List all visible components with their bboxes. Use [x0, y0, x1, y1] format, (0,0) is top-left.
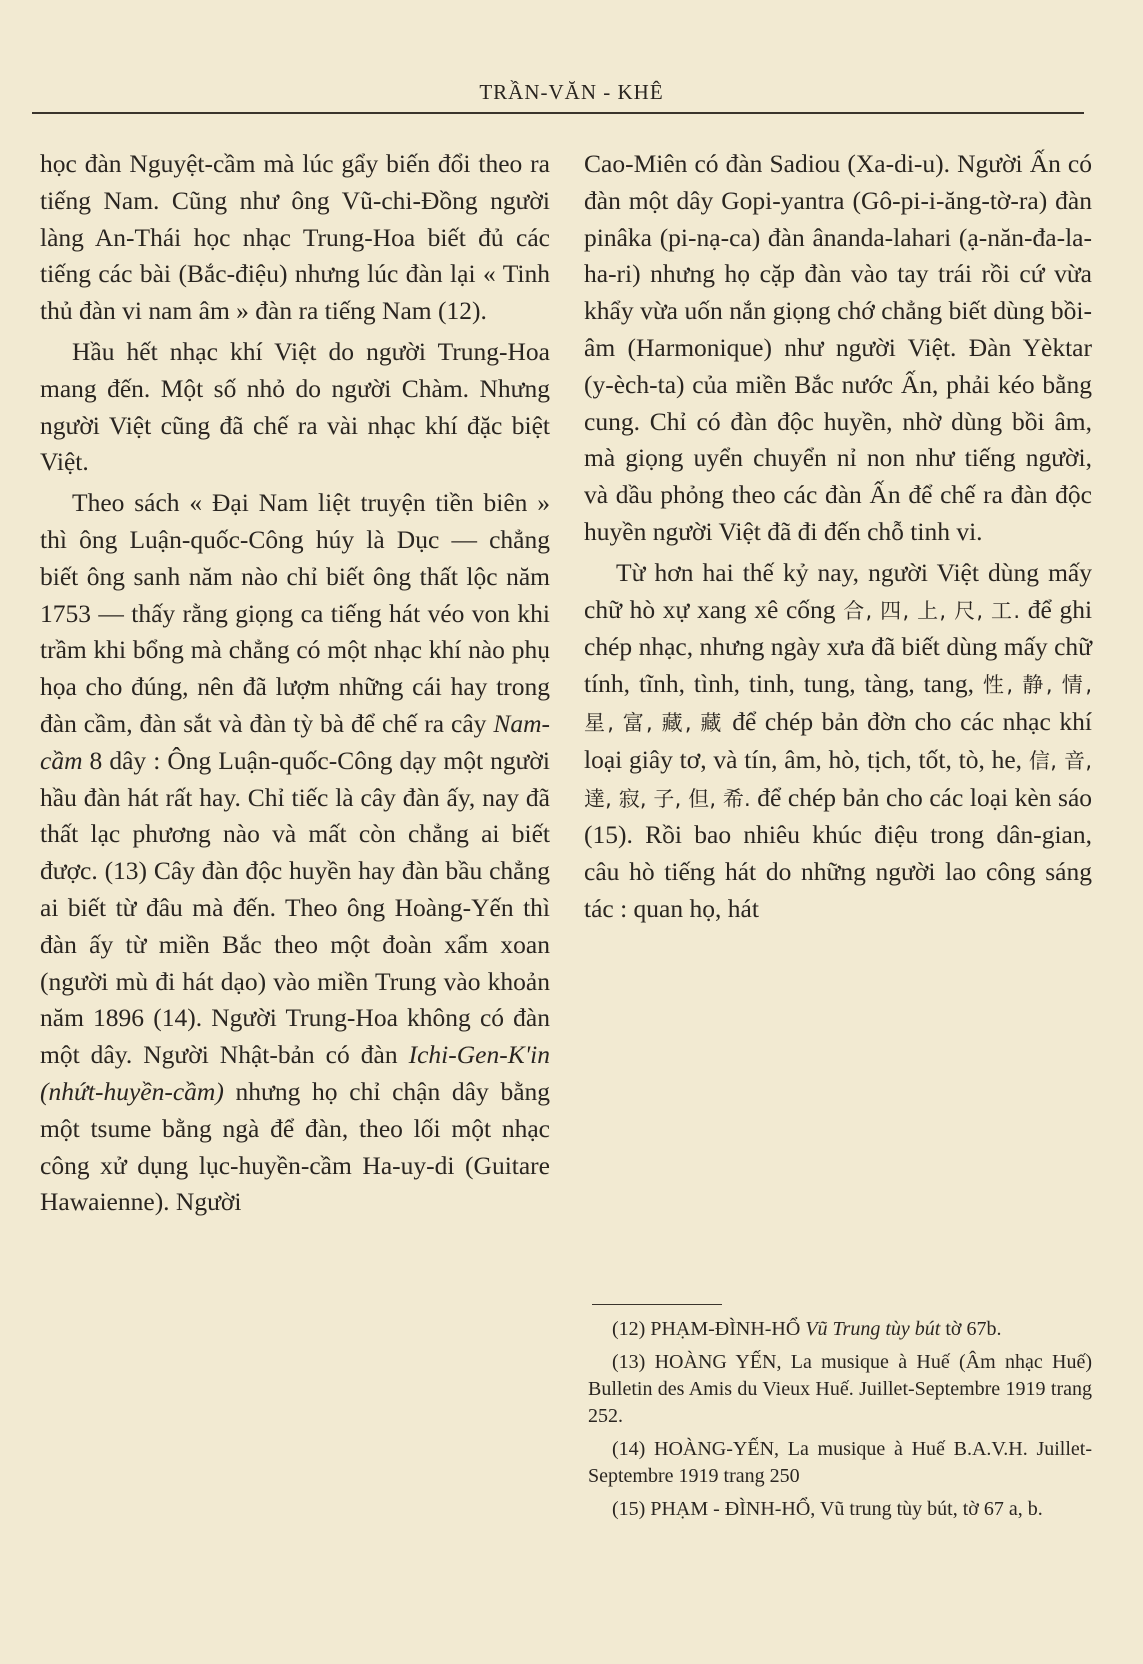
text-run: nhưng họ chỉ chận dây bằng một tsume bằng ngà để đàn, theo lối một nhạc công xử dụng lục-huyền-cầm Ha-uy-di (Guitare Hawaienne). Người: [40, 1076, 551, 1217]
footnote-rule: [592, 1304, 722, 1305]
paragraph: học đàn Nguyệt-cầm mà lúc gẩy biến đổi theo ra tiếng Nam. Cũng như ông Vũ-chi-Đồng người làng An-Thái học nhạc Trung-Hoa biết đủ các tiếng các bài (Bắc-điệu) nhưng lúc đàn lại « Tinh thủ đàn vi nam âm » đàn ra tiếng Nam (12).: [40, 149, 550, 326]
footnote-text: tờ 67b.: [945, 1318, 1002, 1340]
paragraph: Cao-Miên có đàn Sadiou (Xa-di-u). Người Ấn có đàn một dây Gopi-yantra (Gô-pi-i-ăng-tờ-ra) đàn pinâka (pi-nạ-ca) đàn ânanda-lahari (ạ-năn-đa-la-ha-ri) nhưng họ cặp đàn vào tay trái rồi cứ vừa khẩy vừa uốn nắn giọng chớ chẳng biết dùng bồi-âm (Harmonique) như người Việt. Đàn Yèktar (y-èch-ta) của miền Bắc nước Ấn, phải kéo bằng cung. Chỉ có đàn độc huyền, nhờ dùng bồi âm, mà giọng uyển chuyển nỉ non như tiếng người, và dầu phỏng theo các đàn Ấn để chế ra đàn độc huyền người Việt đã đi đến chỗ tinh vi.: [584, 149, 1092, 546]
footnote-13: (13) HOÀNG YẾN, La musique à Huế (Âm nhạc Huế) Bulletin des Amis du Vieux Huế. Juillet-Septembre 1919 trang 252.: [588, 1351, 1092, 1427]
footnote-14: (14) HOÀNG-YẾN, La musique à Huế B.A.V.H. Juillet-Septembre 1919 trang 250: [588, 1438, 1092, 1487]
footnote-text: (12) PHẠM-ĐÌNH-HỔ: [612, 1318, 801, 1340]
footnote-title: Vũ Trung tùy bút: [805, 1318, 941, 1340]
right-column: [584, 146, 1092, 928]
paragraph: [584, 555, 1092, 928]
text-run: để chép bản cho các loại kèn sáo (15). Rồi bao nhiêu khúc điệu trong dân-gian, câu hò tiếng hát do những người lao công sáng tác : quan họ, hát: [584, 782, 1093, 923]
text-run: 8 dây : Ông Luận-quốc-Công dạy một người hầu đàn hát rất hay. Chỉ tiếc là cây đàn ấy, nay đã thất lạc phương nào và mất còn chẳng ai biết được. (13) Cây đàn độc huyền hay đàn bầu chẳng ai biết từ đâu mà đến. Theo ông Hoàng-Yến thì đàn ấy từ miền Bắc theo một đoàn xẩm xoan (người mù đi hát dạo) vào miền Trung vào khoản năm 1896 (14). Người Trung-Hoa không có đàn một dây. Người Nhật-bản có đàn: [40, 745, 550, 1070]
paragraph: [40, 485, 550, 1221]
italic-term: Nam-cầm: [40, 708, 551, 775]
text-run: để ghi chép nhạc, nhưng ngày xưa đã biết dùng mấy chữ tính, tĩnh, tình, tinh, tung, tàng, tang,: [584, 594, 1093, 699]
footnotes: [588, 1316, 1092, 1529]
footnote-15: (15) PHẠM - ĐÌNH-HỔ, Vũ trung tùy bút, tờ 67 a, b.: [612, 1498, 1043, 1520]
italic-term: Ichi-Gen-K'in (nhứt-huyền-cầm): [40, 1040, 551, 1106]
text-run: để chép bản đờn cho các nhạc khí loại giây tơ, và tín, âm, hò, tịch, tốt, tò, he,: [584, 706, 1092, 774]
text-run: Từ hơn hai thế kỷ nay, người Việt dùng mấy chữ hò xự xang xê cống: [584, 557, 1092, 624]
text-run: Theo sách « Đại Nam liệt truyện tiền biên » thì ông Luận-quốc-Công húy là Dục — chẳng biết ông sanh năm nào chỉ biết ông thất lộc năm 1753 — thấy rằng giọng ca tiếng hát véo von khi trầm khi bổng mà chẳng có một nhạc khí nào phụ họa cho đúng, nên đã lượm những cái hay trong đàn cầm, đàn sắt và đàn tỳ bà để chế ra cây: [40, 488, 550, 738]
chinese-characters: 性, 静, 情, 星, 富, 藏, 藏: [584, 673, 1092, 735]
footnote-12: [588, 1316, 1092, 1343]
chinese-characters: 合, 四, 上, 尺, 工.: [843, 598, 1021, 623]
paragraph: Hầu hết nhạc khí Việt do người Trung-Hoa mang đến. Một số nhỏ do người Chàm. Nhưng người Việt cũng đã chế ra vài nhạc khí đặc biệt Việt.: [40, 336, 550, 477]
running-header: TRẦN-VĂN - KHÊ: [479, 80, 664, 104]
chinese-characters: 信, 音, 達, 寂, 子, 但, 希.: [584, 748, 1093, 811]
left-column: [40, 146, 550, 1221]
header-rule: [32, 112, 1084, 114]
